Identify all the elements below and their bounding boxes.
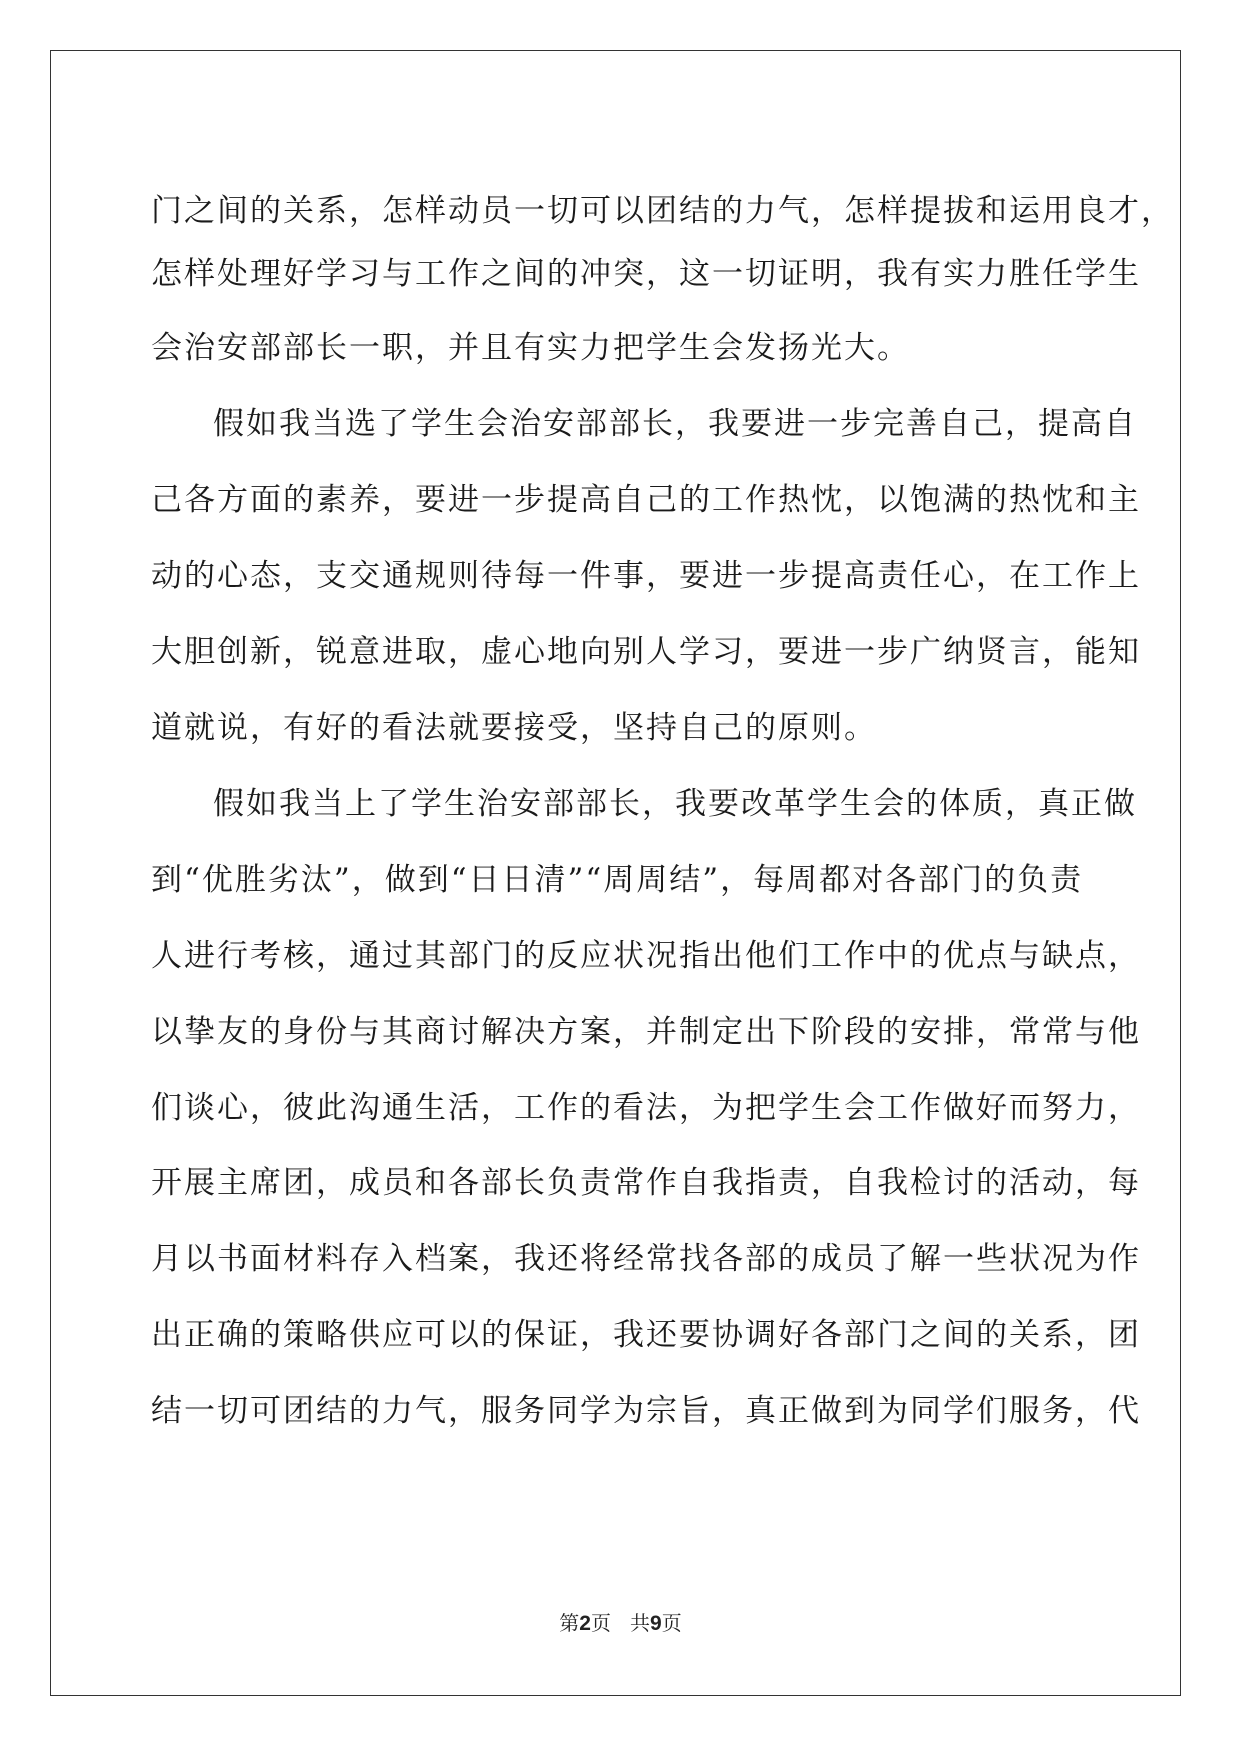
- text-line: 己各方面的素养，要进一步提高自己的工作热忱，以饱满的热忱和主: [151, 482, 1141, 518]
- paragraph-start: 假如我当上了学生治安部部长，我要改革学生会的体质，真正做: [213, 786, 1137, 822]
- text-line: 月以书面材料存入档案，我还将经常找各部的成员了解一些状况为作: [151, 1241, 1141, 1277]
- text-line: 动的心态，支交通规则待每一件事，要进一步提高责任心，在工作上: [151, 558, 1141, 594]
- text-line: 会治安部部长一职，并且有实力把学生会发扬光大。: [151, 330, 910, 366]
- paragraph-start: 假如我当选了学生会治安部部长，我要进一步完善自己，提高自: [213, 406, 1137, 442]
- text-line: 怎样处理好学习与工作之间的冲突，这一切证明，我有实力胜任学生: [151, 256, 1141, 292]
- text-line: 道就说，有好的看法就要接受，坚持自己的原则。: [151, 710, 877, 746]
- text-line: 结一切可团结的力气，服务同学为宗旨，真正做到为同学们服务，代: [151, 1393, 1141, 1429]
- text-line: 人进行考核，通过其部门的反应状况指出他们工作中的优点与缺点，: [151, 938, 1141, 974]
- footer-page-suffix: 页: [590, 1611, 611, 1635]
- footer-prefix: 第: [559, 1611, 580, 1635]
- text-line: 开展主席团，成员和各部长负责常作自我指责，自我检讨的活动，每: [151, 1165, 1141, 1201]
- footer-total-prefix: 共: [630, 1611, 651, 1635]
- text-line: 们谈心，彼此沟通生活，工作的看法，为把学生会工作做好而努力，: [151, 1090, 1141, 1126]
- footer-total-suffix: 页: [661, 1611, 682, 1635]
- total-pages: 9: [650, 1612, 662, 1635]
- text-line: 以挚友的身份与其商讨解决方案，并制定出下阶段的安排，常常与他: [151, 1014, 1141, 1050]
- text-line: 门之间的关系，怎样动员一切可以团结的力气，怎样提拔和运用良才，: [151, 193, 1174, 229]
- page-number: 2: [579, 1612, 591, 1635]
- text-line: 到“优胜劣汰”，做到“日日清”“周周结”，每周都对各部门的负责: [151, 862, 1084, 898]
- page-footer: [0, 1611, 1241, 1636]
- text-line: 出正确的策略供应可以的保证，我还要协调好各部门之间的关系，团: [151, 1317, 1141, 1353]
- text-line: 大胆创新，锐意进取，虚心地向别人学习，要进一步广纳贤言，能知: [151, 634, 1141, 670]
